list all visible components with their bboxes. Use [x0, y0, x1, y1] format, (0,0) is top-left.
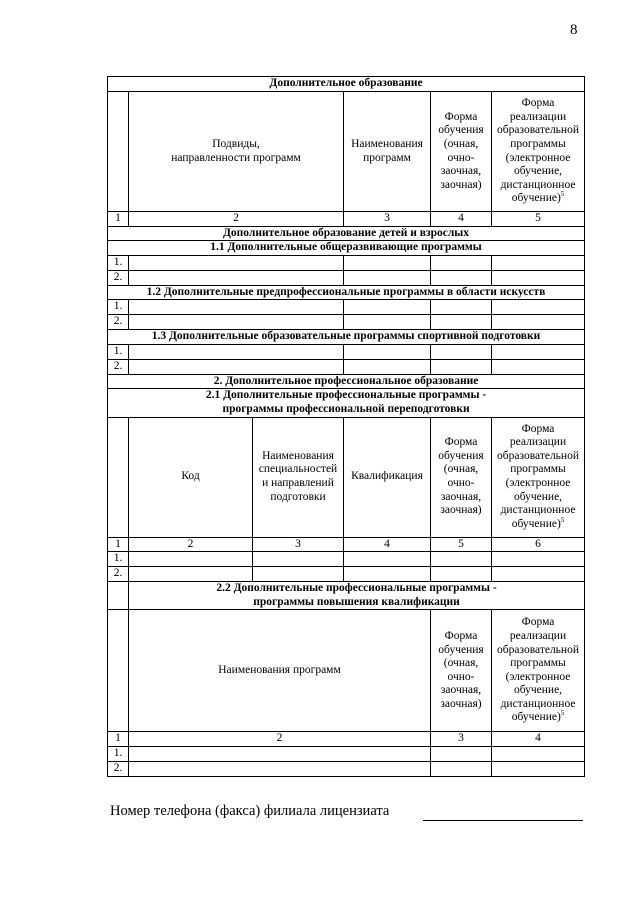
section-heading: Дополнительное образование детей и взрослых	[108, 226, 585, 241]
t1-num: 4	[431, 212, 492, 227]
t3-col4-header: Форма реализации образовательной программы (электронное обучение, дистанционное обучение)$^5$	[492, 610, 585, 732]
t3-num: 4	[492, 732, 585, 747]
phone-label: Номер телефона (факса) филиала лицензиата	[110, 803, 390, 819]
t2-col2-header: Код	[129, 417, 253, 537]
t1-col4-header: Форма обучения (очная, очно- заочная, заочная)	[431, 92, 492, 212]
row-label: 1.	[108, 255, 129, 270]
t1-col3-header: Наименования программ	[344, 92, 431, 212]
row-label: 2.	[108, 567, 129, 582]
t2-num: 4	[344, 537, 431, 552]
t2-num: 3	[253, 537, 344, 552]
t1-num: 2	[129, 212, 344, 227]
section-heading: 2. Дополнительное профессиональное образование	[108, 374, 585, 389]
t3-num: 1	[108, 732, 129, 747]
main-header: Дополнительное образование	[108, 77, 585, 92]
section-heading: 2.2 Дополнительные профессиональные программы - программы повышения квалификации	[129, 582, 585, 610]
education-table	[107, 76, 585, 777]
section-heading: 2.1 Дополнительные профессиональные программы - программы профессиональной переподготовки	[108, 389, 585, 417]
t1-col2-header: Подвиды, направленности программ	[129, 92, 344, 212]
t3-col1-header	[108, 610, 129, 732]
t3-col2-header: Наименования программ	[129, 610, 431, 732]
t2-col3-header: Наименования специальностей и направлений подготовки	[253, 417, 344, 537]
t1-col5-header: Форма реализации образовательной программы (электронное обучение, дистанционное обучение)$^5$	[492, 92, 585, 212]
section-heading: 1.2 Дополнительные предпрофессиональные программы в области искусств	[108, 285, 585, 300]
row-label: 1.	[108, 300, 129, 315]
row-label: 2.	[108, 359, 129, 374]
t2-num: 5	[431, 537, 492, 552]
t1-num: 1	[108, 212, 129, 227]
t3-num: 3	[431, 732, 492, 747]
t3-col3-header: Форма обучения (очная, очно- заочная, заочная)	[431, 610, 492, 732]
section-heading: 1.3 Дополнительные образовательные программы спортивной подготовки	[108, 330, 585, 345]
t1-col1-header	[108, 92, 129, 212]
row-label: 2.	[108, 761, 129, 776]
t2-col4-header: Квалификация	[344, 417, 431, 537]
t2-num: 1	[108, 537, 129, 552]
t3-num: 2	[129, 732, 431, 747]
t2-col5-header: Форма обучения (очная, очно- заочная, заочная)	[431, 417, 492, 537]
phone-input-line	[423, 820, 583, 821]
t2-num: 6	[492, 537, 585, 552]
row-label: 1.	[108, 746, 129, 761]
row-label: 2.	[108, 315, 129, 330]
t2-col6-header: Форма реализации образовательной программы (электронное обучение, дистанционное обучение)$^5$	[492, 417, 585, 537]
row-label: 1.	[108, 344, 129, 359]
t1-num: 5	[492, 212, 585, 227]
page-number: 8	[570, 22, 578, 38]
row-label: 2.	[108, 270, 129, 285]
row-label: 1.	[108, 552, 129, 567]
t2-col1-header	[108, 417, 129, 537]
section-heading: 1.1 Дополнительные общеразвивающие программы	[108, 241, 585, 256]
t2-num: 2	[129, 537, 253, 552]
t1-num: 3	[344, 212, 431, 227]
